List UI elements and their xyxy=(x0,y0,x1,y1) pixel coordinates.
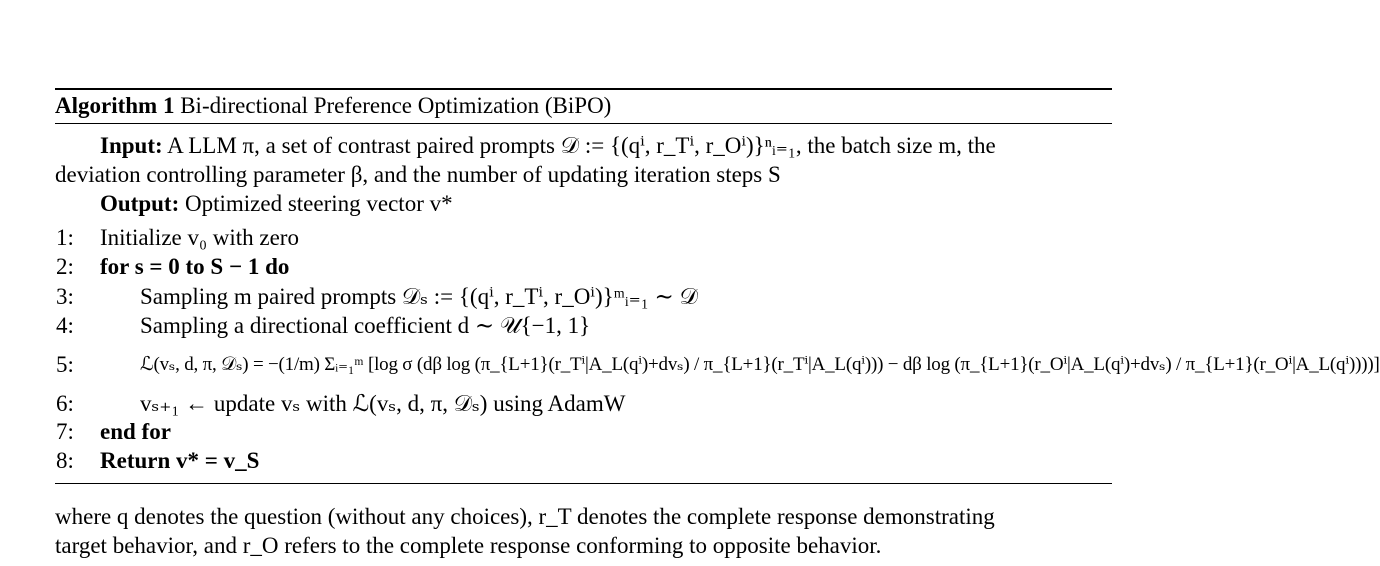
algorithm-top-rule xyxy=(55,88,1112,90)
step-number: 5: xyxy=(56,352,74,377)
input-label: Input: xyxy=(100,133,163,158)
algorithm-header xyxy=(55,92,611,120)
algorithm-label: Algorithm 1 xyxy=(55,93,175,118)
algorithm-header-rule xyxy=(55,123,1112,124)
step-number: 6: xyxy=(56,391,74,416)
caption-text-2: target behavior, and r_O refers to the complete response conforming to opposite behavior. xyxy=(55,533,882,558)
output-label: Output: xyxy=(100,191,180,216)
algorithm-bottom-rule xyxy=(55,483,1112,484)
input-line-2 xyxy=(55,161,781,189)
step-number: 2: xyxy=(56,254,74,279)
input-text-2: deviation controlling parameter β, and the number of updating iteration steps S xyxy=(55,162,781,187)
caption-line-2 xyxy=(55,532,881,560)
output-text: Optimized steering vector v* xyxy=(185,191,453,216)
step-number: 1: xyxy=(56,225,74,250)
step-number: 4: xyxy=(56,313,74,338)
step-text: Sampling m paired prompts 𝒟ₛ := {(qⁱ, r_Tⁱ, r_Oⁱ)}ᵐᵢ₌₁ ∼ 𝒟 xyxy=(140,284,698,309)
loss-formula: ℒ(vₛ, d, π, 𝒟ₛ) = −(1/m) Σᵢ₌₁ᵐ [log σ (dβ log (π_{L+1}(r_Tⁱ|A_L(qⁱ)+dvₛ) / π_{L+1}(r_Tⁱ|A_L(qⁱ))) − dβ log (π_{L+1}(r_Oⁱ|A_L(qⁱ)+dvₛ) / π_{L+1}(r_Oⁱ|A_L(qⁱ))))] xyxy=(140,354,1380,375)
input-text-1: A LLM π, a set of contrast paired prompts 𝒟 := {(qⁱ, r_Tⁱ, r_Oⁱ)}ⁿᵢ₌₁, the batch size m, the xyxy=(167,133,996,158)
step-text: Return v* = v_S xyxy=(100,448,260,473)
step-text: for s = 0 to S − 1 do xyxy=(100,254,290,279)
step-text: end for xyxy=(100,419,171,444)
step-text: Initialize v₀ with zero xyxy=(100,225,299,250)
step-text: vₛ₊₁ ← update vₛ with ℒ(vₛ, d, π, 𝒟ₛ) using AdamW xyxy=(140,391,626,416)
input-line-1 xyxy=(100,132,996,160)
step-number: 8: xyxy=(56,448,74,473)
output-line xyxy=(100,190,453,218)
caption-line-1 xyxy=(55,503,995,531)
step-number: 7: xyxy=(56,419,74,444)
algorithm-title: Bi-directional Preference Optimization (BiPO) xyxy=(180,93,612,118)
step-number: 3: xyxy=(56,284,74,309)
step-text: Sampling a directional coefficient d ∼ 𝒰{−1, 1} xyxy=(140,313,591,338)
caption-text-1: where q denotes the question (without any choices), r_T denotes the complete response demonstrating xyxy=(55,504,995,529)
